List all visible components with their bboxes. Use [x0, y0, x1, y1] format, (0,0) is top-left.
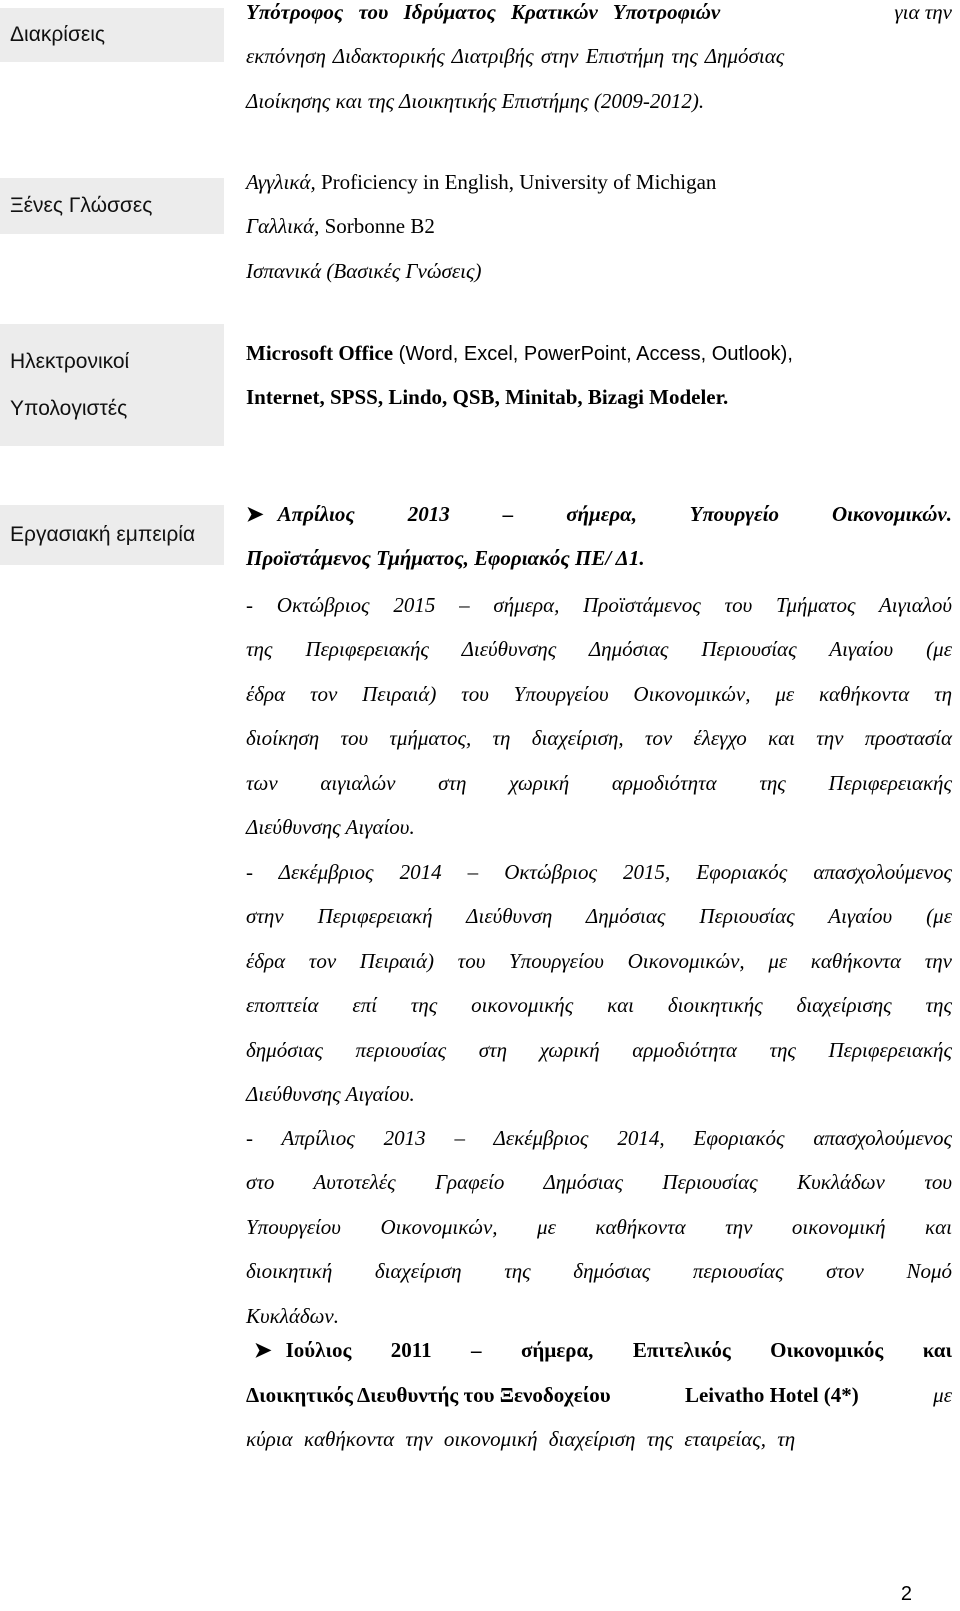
job-title: Ιούλιος 2011 – σήμερα, Επιτελικός Οικονομικός και [285, 1338, 952, 1362]
distinctions-line-1 [246, 0, 952, 28]
label-text: Διακρίσεις [10, 23, 106, 46]
work-paragraph-1 [246, 583, 952, 849]
computers-line-2: Internet, SPSS, Lindo, QSB, Minitab, Bizagi Modeler. [246, 385, 729, 409]
paragraph-line: στην Περιφερειακή Διεύθυνση Δημόσιας Περιουσίας Αιγαίου (με [246, 904, 952, 929]
bullet-arrow-icon: ➤ [254, 1338, 272, 1362]
work-header-2-line-1 [246, 1338, 952, 1363]
work-header-1-line-1 [246, 502, 952, 527]
distinctions-line-3: Διοίκησης και της Διοικητικής Επιστήμης (2009-2012). [246, 89, 705, 113]
language-french [246, 214, 952, 239]
paragraph-line: - Οκτώβριος 2015 – σήμερα, Προϊστάμενος του Τμήματος Αιγιαλού [246, 593, 952, 617]
job-title: Απρίλιος 2013 – σήμερα, Υπουργείο Οικονομικών. [277, 502, 952, 526]
page-number: 2 [900, 1583, 912, 1605]
scholarship-title: Υπότροφος του Ιδρύματος Κρατικών Υποτροφιών [246, 0, 721, 24]
distinctions-line-2: εκπόνηση Διδακτορικής Διατριβής στην Επιστήμη της Δημόσιας [246, 44, 785, 68]
language-spanish: Ισπανικά (Βασικές Γνώσεις) [246, 259, 482, 283]
work-header-1-line-2: Προϊστάμενος Τμήματος, Εφοριακός ΠΕ/ Δ1. [246, 546, 645, 570]
computers-line-1 [246, 341, 952, 366]
language-detail: Proficiency in English, University of Michigan [315, 170, 717, 194]
language-name: Γαλλικά, [246, 214, 320, 238]
paragraph-line: εποπτεία επί της οικονομικής και διοικητικής διαχείρισης της [246, 993, 952, 1018]
paragraph-line: δημόσιας περιουσίας στη χωρική αρμοδιότητα της Περιφερειακής [246, 1037, 952, 1062]
paragraph-line: Διεύθυνσης Αιγαίου. [246, 1082, 415, 1107]
paragraph-line: των αιγιαλών στη χωρική αρμοδιότητα της Περιφερειακής [246, 770, 952, 795]
software-suite: Microsoft Office [246, 341, 394, 365]
paragraph-line: της Περιφερειακής Διεύθυνσης Δημόσιας Περιουσίας Αιγαίου (με [246, 637, 952, 662]
section-label-work-experience [0, 505, 224, 565]
label-text: Εργασιακή εμπειρία [10, 523, 196, 546]
paragraph-line: Υπουργείου Οικονομικών, με καθήκοντα την οικονομική και [246, 1214, 952, 1239]
work-paragraph-2 [246, 850, 952, 1116]
hotel-name: Leivatho Hotel (4*) [684, 1383, 859, 1407]
job-role: Διοικητικός Διευθυντής του Ξενοδοχείου [246, 1383, 611, 1407]
connector-text: με [933, 1383, 952, 1407]
paragraph-line: - Απρίλιος 2013 – Δεκέμβριος 2014, Εφοριακός απασχολούμενος [246, 1126, 952, 1150]
scholarship-rest: για την [894, 0, 952, 24]
bullet-arrow-icon: ➤ [246, 502, 264, 526]
section-label-languages [0, 178, 224, 234]
paragraph-line: έδρα τον Πειραιά) του Υπουργείου Οικονομικών, με καθήκοντα την [246, 948, 952, 973]
work-header-2-line-3: κύρια καθήκοντα την οικονομική διαχείριση της εταιρείας, τη [246, 1427, 796, 1451]
paragraph-line: Κυκλάδων. [246, 1303, 340, 1328]
label-text: Ξένες Γλώσσες [10, 194, 153, 217]
language-detail: Sorbonne B2 [319, 214, 435, 238]
paragraph-line: Διεύθυνσης Αιγαίου. [246, 815, 415, 840]
section-label-computers [0, 324, 224, 446]
language-english [246, 170, 952, 195]
paragraph-line: διοικητική διαχείριση της δημόσιας περιουσίας στον Νομό [246, 1259, 952, 1284]
work-paragraph-3 [246, 1116, 952, 1338]
work-header-2-line-2 [246, 1383, 952, 1408]
section-label-distinctions [0, 8, 224, 62]
paragraph-line: στο Αυτοτελές Γραφείο Δημόσιας Περιουσίας Κυκλάδων του [246, 1170, 952, 1195]
label-line-2: Υπολογιστές [10, 397, 128, 420]
software-list: (Word, Excel, PowerPoint, Access, Outlook), [393, 343, 793, 365]
paragraph-line: - Δεκέμβριος 2014 – Οκτώβριος 2015, Εφοριακός απασχολούμενος [246, 860, 952, 884]
paragraph-line: έδρα τον Πειραιά) του Υπουργείου Οικονομικών, με καθήκοντα τη [246, 681, 952, 706]
language-name: Αγγλικά, [246, 170, 316, 194]
label-line-1: Ηλεκτρονικοί [10, 350, 130, 373]
paragraph-line: διοίκηση του τμήματος, τη διαχείριση, τον έλεγχο και την προστασία [246, 726, 952, 751]
